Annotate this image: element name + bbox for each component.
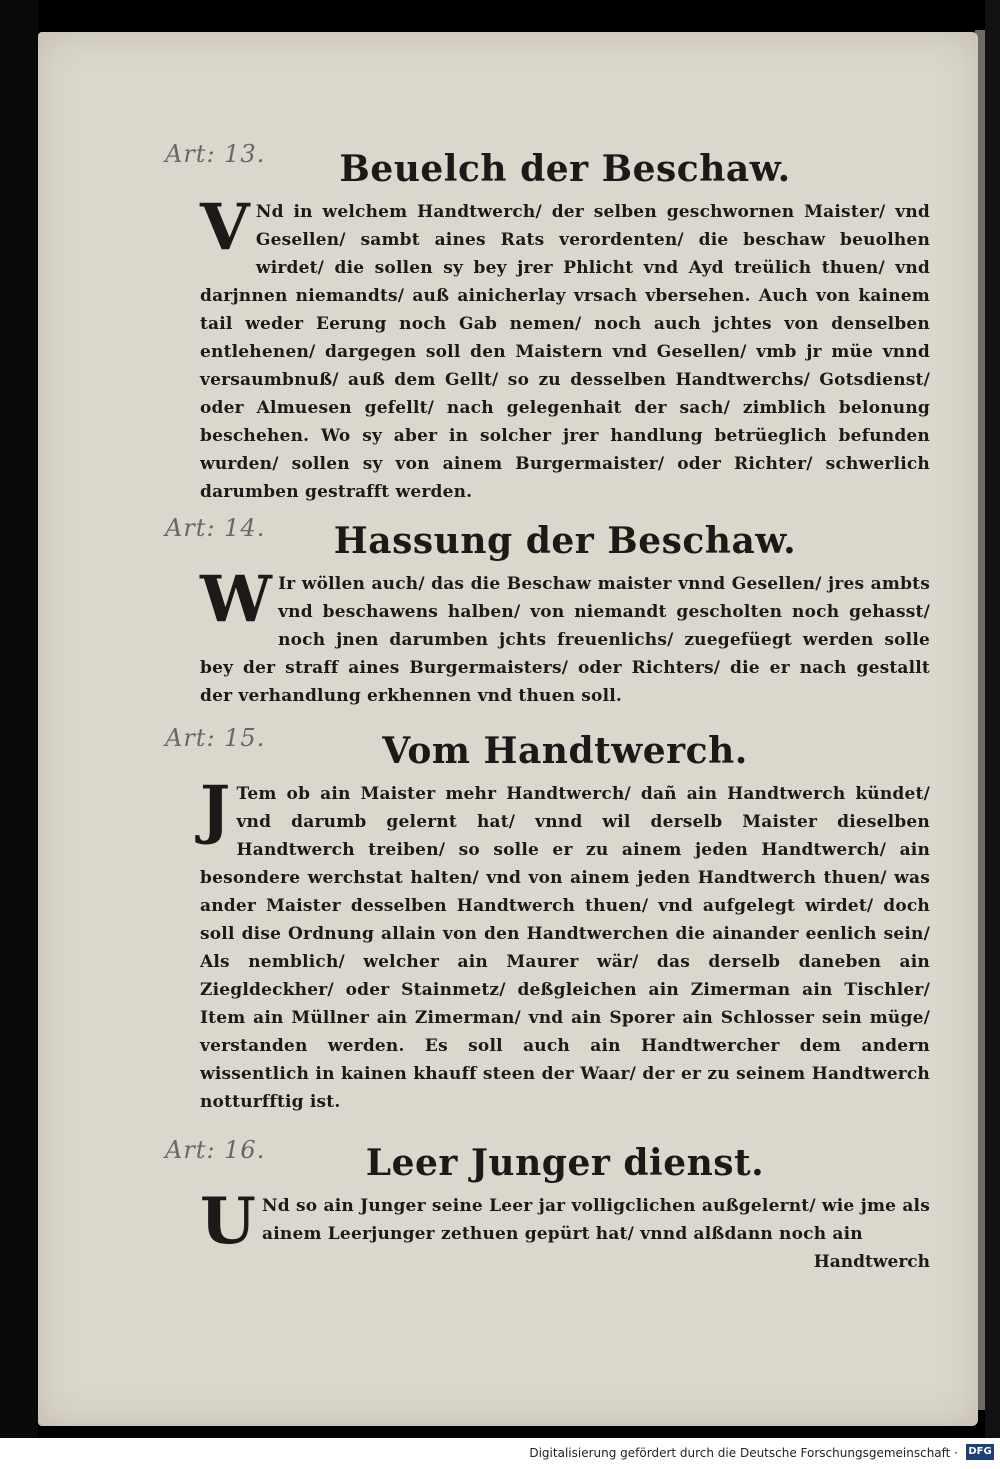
dfg-logo: DFG bbox=[966, 1444, 994, 1460]
margin-note: Art: 15. bbox=[165, 724, 266, 752]
margin-note: Art: 14. bbox=[165, 514, 266, 542]
page-content bbox=[165, 140, 930, 1284]
section-heading: Hassung der Beschaw. bbox=[333, 520, 797, 562]
section-paragraph bbox=[200, 562, 930, 710]
drop-cap: V bbox=[200, 190, 250, 265]
drop-cap: W bbox=[200, 562, 273, 637]
paragraph-text: Ir wöllen auch/ das die Beschaw maister vnnd Gesellen/ jres ambts vnd beschawens halben/ von niemandt gescholten noch gehasst/ noch jnen darumben jchts freuenlichs/ zuegefüegt werden solle bey der straff aines Burgermaisters/ oder Richters/ die er nach gestallt der verhandlung erkhennen vnd thuen soll. bbox=[200, 574, 930, 706]
article-16 bbox=[165, 1134, 930, 1284]
article-15 bbox=[165, 722, 930, 1134]
footer-bar bbox=[0, 1438, 1000, 1469]
margin-note: Art: 16. bbox=[165, 1136, 266, 1164]
catchword: Handtwerch bbox=[813, 1252, 930, 1272]
margin-note: Art: 13. bbox=[165, 140, 266, 168]
paragraph-text: Nd in welchem Handtwerch/ der selben geschwornen Maister/ vnd Gesellen/ sambt aines Rats verordenten/ die beschaw beuolhen wirdet/ die sollen sy bey jrer Phlicht vnd Ayd treülich thuen/ vnd darjnnen niemandts/ auß ainicherlay vrsach vbersehen. Auch von kainem tail weder Eerung noch Gab nemen/ noch auch jchtes von denselben entlehenen/ dargegen soll den Maistern vnd Gesellen/ vmb jr müe vnnd versaumbnuß/ auß dem Gellt/ so zu desselben Handtwerchs/ Gotsdienst/ oder Almuesen gefellt/ nach gelegenhait der sach/ zimblich belonung beschehen. Wo sy aber in solcher jrer handlung betrüeglich befunden wurden/ sollen sy von ainem Burgermaister/ oder Richter/ schwerlich darumben gestrafft werden. bbox=[200, 202, 930, 502]
drop-cap: U bbox=[200, 1184, 257, 1259]
section-paragraph bbox=[200, 190, 930, 506]
paragraph-text: Tem ob ain Maister mehr Handtwerch/ dañ ain Handtwerch kündet/ vnd darumb gelernt hat/ vnnd wil derselb Maister dieselben Handtwerch treiben/ so solle er zu ainem jeden Handtwerch/ ain besondere werchstat halten/ vnd von ainem jeden Handtwerch thuen/ was ander Maister desselben Handtwerch thuen/ vnd aufgelegt wirdet/ doch soll dise Ordnung allain von den Handtwerchen die ainander eenlich sein/ Als nemblich/ welcher ain Maurer wär/ das derselb daneben ain Ziegldeckher/ oder Stainmetz/ deßgleichen ain Zimerman ain Tischler/ Item ain Müllner ain Zimerman/ vnd ain Sporer ain Schlosser sein müge/ verstanden werden. Es soll auch ain Handtwercher dem andern wissentlich in kainen khauff steen der Waar/ der er zu seinem Handtwerch notturfftig ist. bbox=[200, 784, 930, 1112]
section-paragraph bbox=[200, 1184, 930, 1259]
article-14 bbox=[165, 512, 930, 722]
drop-cap: J bbox=[200, 772, 231, 847]
paragraph-text: Nd so ain Junger seine Leer jar volligclichen außgelernt/ wie jme als ainem Leerjunger zethuen gepürt hat/ vnnd alßdann noch ain bbox=[262, 1196, 930, 1244]
book-gutter bbox=[0, 0, 38, 1438]
section-heading: Vom Handtwerch. bbox=[382, 730, 748, 772]
article-13 bbox=[165, 140, 930, 512]
scan-border bbox=[985, 0, 1000, 1438]
section-heading: Beuelch der Beschaw. bbox=[339, 148, 791, 190]
section-heading: Leer Junger dienst. bbox=[365, 1142, 765, 1184]
section-paragraph bbox=[200, 772, 930, 1116]
funding-credit: Digitalisierung gefördert durch die Deutsche Forschungsgemeinschaft · bbox=[529, 1446, 958, 1460]
